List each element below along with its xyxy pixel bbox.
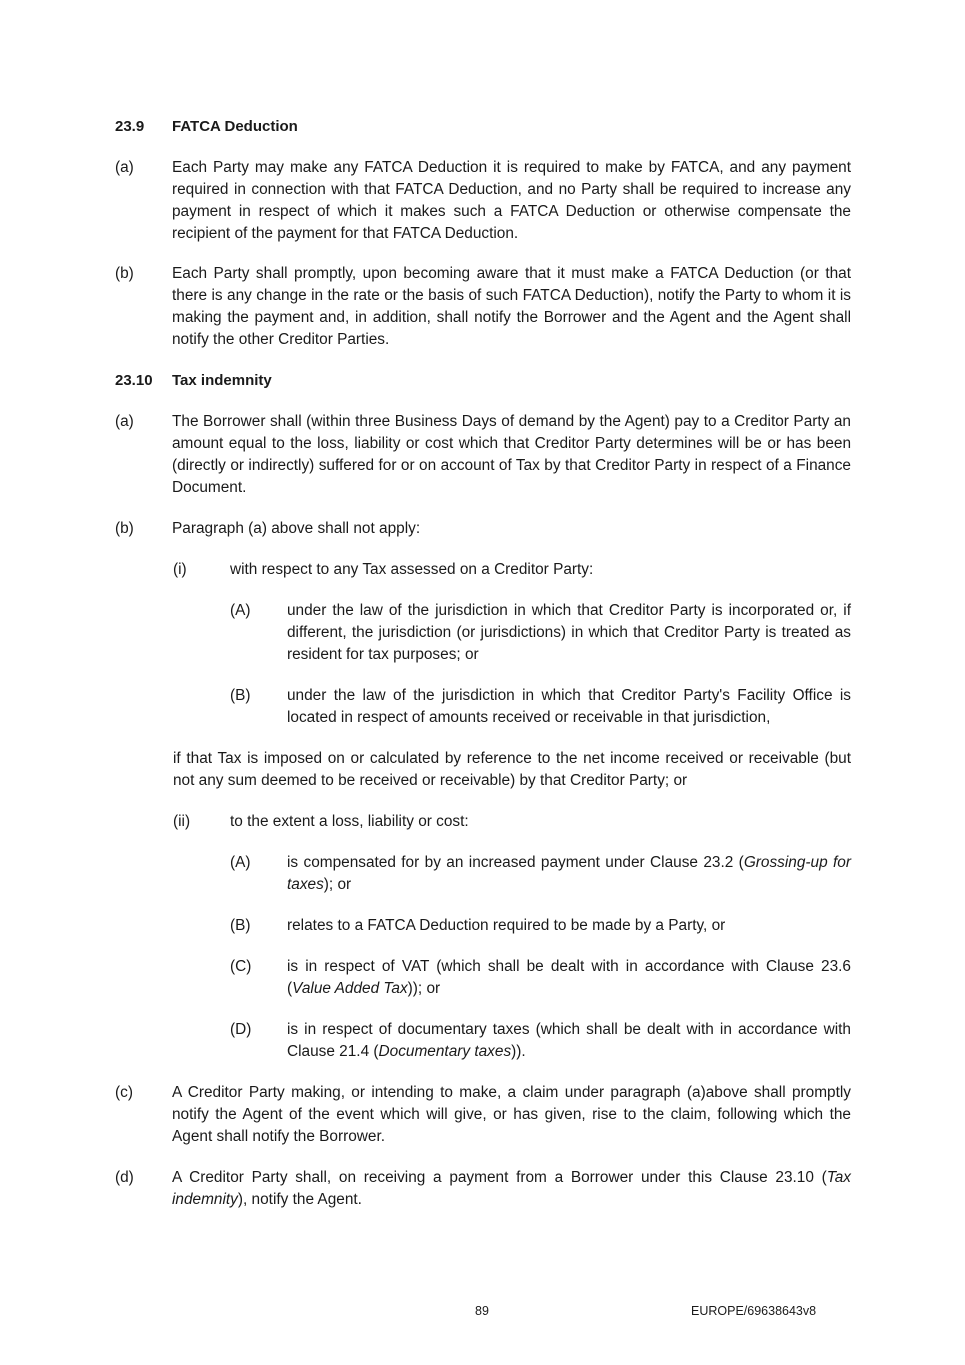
text-run: A Creditor Party shall, on receiving a payment from a Borrower under this Clause 23.10 ( bbox=[172, 1169, 827, 1186]
clause-label: (a) bbox=[115, 159, 134, 176]
clause-reference-italic: Grossing-up for taxes bbox=[287, 854, 851, 893]
clause-text: with respect to any Tax assessed on a Creditor Party: bbox=[230, 561, 594, 578]
clause-text: under the law of the jurisdiction in which that Creditor Party's Facility Office is located in respect of amounts received or receivable in that jurisdiction, bbox=[287, 687, 851, 726]
clause-text bbox=[287, 1019, 851, 1063]
clause-text: under the law of the jurisdiction in which that Creditor Party is incorporated or, if different, the jurisdiction (or jurisdictions) in which that Creditor Party is treated as resident for tax purposes; or bbox=[287, 602, 851, 663]
section-number: 23.10 bbox=[115, 372, 153, 389]
section-heading-23-10 bbox=[115, 370, 272, 392]
section-title: FATCA Deduction bbox=[172, 118, 298, 135]
clause-reference-italic: Tax indemnity bbox=[172, 1169, 851, 1208]
text-run: is in respect of documentary taxes (which shall be dealt with in accordance with Clause 21.4 ( bbox=[287, 1021, 851, 1060]
clause-label: (C) bbox=[230, 958, 252, 975]
clause-text bbox=[287, 852, 851, 896]
text-run: )); or bbox=[407, 980, 441, 997]
page-number: 89 bbox=[475, 1304, 489, 1318]
section-number: 23.9 bbox=[115, 118, 145, 135]
text-run: ), notify the Agent. bbox=[237, 1191, 362, 1208]
clause-label: (B) bbox=[230, 917, 251, 934]
clause-text: to the extent a loss, liability or cost: bbox=[230, 813, 469, 830]
clause-label: (i) bbox=[173, 561, 187, 578]
section-heading-23-9 bbox=[115, 116, 298, 138]
clause-label: (A) bbox=[230, 602, 251, 619]
clause-label: (b) bbox=[115, 265, 134, 282]
clause-label: (d) bbox=[115, 1169, 134, 1186]
text-run: )). bbox=[511, 1043, 526, 1060]
clause-text bbox=[287, 956, 851, 1000]
clause-reference-italic: Value Added Tax bbox=[292, 980, 408, 997]
clause-label: (a) bbox=[115, 413, 134, 430]
section-title: Tax indemnity bbox=[172, 372, 272, 389]
clause-text: relates to a FATCA Deduction required to be made by a Party, or bbox=[287, 917, 726, 934]
clause-text: Each Party shall promptly, upon becoming aware that it must make a FATCA Deduction (or that there is any change in the rate or the basis of such FATCA Deduction), notify the Party to whom it is making the payment and, in addition, shall notify the Borrower and the Agent and the Agent shall notify the other Creditor Parties. bbox=[172, 265, 851, 348]
document-reference: EUROPE/69638643v8 bbox=[691, 1304, 817, 1318]
clause-23-10-b-i-tail: if that Tax is imposed on or calculated by reference to the net income received or receivable (but not any sum deemed to be received or receivable) by that Creditor Party; or bbox=[173, 750, 851, 789]
clause-label: (B) bbox=[230, 687, 251, 704]
clause-text bbox=[172, 1167, 851, 1211]
text-run: is in respect of VAT (which shall be dealt with in accordance with Clause 23.6 ( bbox=[287, 958, 851, 997]
clause-text: A Creditor Party making, or intending to make, a claim under paragraph (a)above shall promptly notify the Agent of the event which will give, or has given, rise to the claim, following which the Agent shall notify the Borrower. bbox=[172, 1084, 851, 1145]
text-run: ); or bbox=[323, 876, 352, 893]
clause-label: (D) bbox=[230, 1021, 252, 1038]
clause-label: (b) bbox=[115, 520, 134, 537]
text-run: is compensated for by an increased payment under Clause 23.2 ( bbox=[287, 854, 744, 871]
clause-reference-italic: Documentary taxes bbox=[378, 1043, 512, 1060]
clause-label: (c) bbox=[115, 1084, 133, 1101]
clause-label: (A) bbox=[230, 854, 251, 871]
clause-text: Each Party may make any FATCA Deduction it is required to make by FATCA, and any payment required in connection with that FATCA Deduction, and no Party shall be required to increase any payment in respect of which it makes such a FATCA Deduction or otherwise compensate the recipient of the payment for that FATCA Deduction. bbox=[172, 159, 851, 242]
clause-label: (ii) bbox=[173, 813, 191, 830]
clause-text: The Borrower shall (within three Business Days of demand by the Agent) pay to a Creditor Party an amount equal to the loss, liability or cost which that Creditor Party determines will be or has been (directly or indirectly) suffered for or on account of Tax by that Creditor Party in respect of a Finance Document. bbox=[172, 413, 851, 496]
clause-text: Paragraph (a) above shall not apply: bbox=[172, 520, 421, 537]
